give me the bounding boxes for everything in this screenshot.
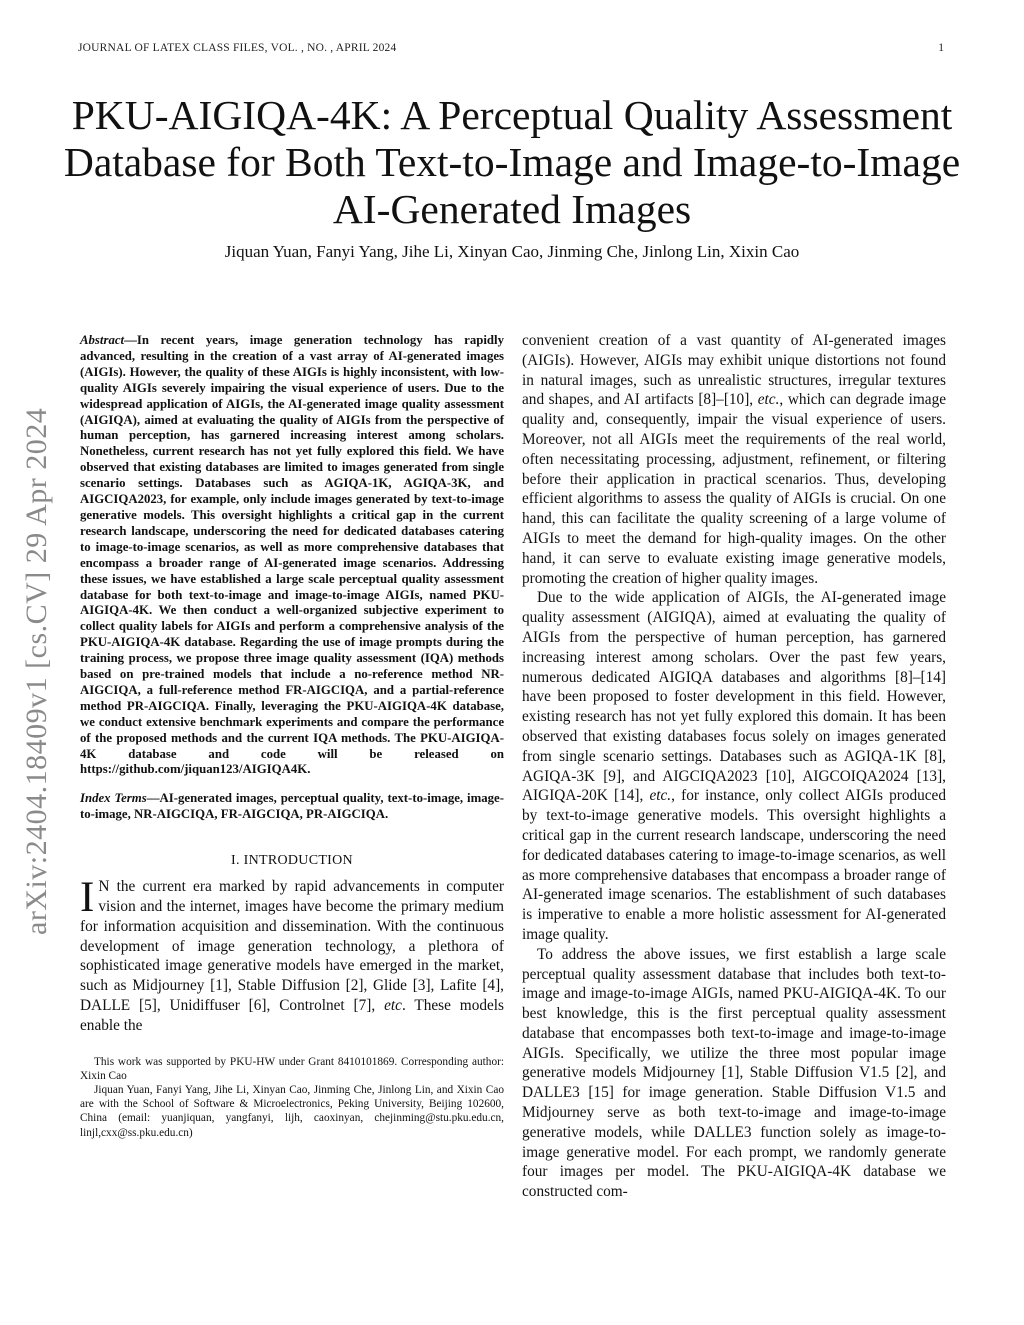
abstract-text: —In recent years, image generation technology has rapidly advanced, resulting in the creation of a vast array of AI-generated images (AIGIs). However, the quality of these AIGIs is highly inconsistent, with low-quality AIGIs severely impairing the visual experience of users. Due to the widespread application of AIGIs, the AI-generated image quality assessment (AIGIQA), aimed at evaluating the quality of AIGIs from the perspective of human perception, has garnered increasing interest among scholars. Nonetheless, current research has not yet fully explored this field. We have observed that existing databases are limited to images generated from single scenario settings. Databases such as AGIQA-1K, AGIQA-3K, and AIGCIQA2023, for example, only include images generated by text-to-image generative models. This oversight highlights a critical gap in the current research landscape, underscoring the need for dedicated databases catering to image-to-image scenarios, as well as more comprehensive databases that encompass a broader range of AI-generated image scenarios. Addressing these issues, we have established a large scale perceptual quality assessment database for both text-to-image and image-to-image AIGIs, named PKU-AIGIQA-4K. We then conduct a well-organized subjective experiment to collect quality labels for AIGIs and perform a comprehensive analysis of the PKU-AIGIQA-4K database. Regarding the use of image prompts during the training process, we propose three image quality assessment (IQA) methods based on pre-trained models that include a no-reference method NR-AIGCIQA, a full-reference method FR-AIGCIQA, and a partial-reference method PR-AIGCIQA. Finally, leveraging the PKU-AIGIQA-4K database, we conduct extensive benchmark experiments and compare the performance of the proposed methods and the current IQA methods. The PKU-AIGIQA-4K database and code will be released on https://github.com/jiquan123/AIGIQA4K. bbox=[80, 333, 504, 777]
abstract bbox=[80, 333, 504, 823]
section-heading-introduction bbox=[80, 853, 504, 869]
footnotes bbox=[80, 1055, 504, 1140]
paragraph-1-text-a: convenient creation of a vast quantity of AI-generated images (AIGIs). However, AIGIs may exhibit unique distortions not found in natural images, such as unrealistic structures, irregular textures and shapes, and AI artifacts [8]–[10], bbox=[522, 332, 946, 409]
intro-text: N the current era marked by rapid advancements in computer vision and the internet, images have become the primary medium for information acquisition and dissemination. With the continuous development of image generation technology, a plethora of sophisticated image generative models have emerged in the market, such as Midjourney [1], Stable Diffusion [2], Glide [3], Lafite [4], DALLE [5], Unidiffuser [6], Controlnet [7], bbox=[80, 878, 504, 1014]
page-number: 1 bbox=[938, 42, 944, 54]
paragraph-2-text-a: Due to the wide application of AIGIs, the AI-generated image quality assessment (AIGIQA), aimed at evaluating the quality of AIGIs from the perspective of human perception, has garnered increasing interest among scholars. Over the past few years, numerous dedicated AIGIQA databases and algorithms [8]–[14] have been proposed to foster development in this field. However, existing research has not yet fully explored this domain. It has been observed that existing databases focus solely on images generated from single scenario settings. Databases such as AGIQA-1K [8], AGIQA-3K [9], and AIGCIQA2023 [10], AIGCOIQA2024 [13], AIGIQA-20K [14], bbox=[522, 589, 946, 805]
left-column bbox=[80, 333, 504, 1140]
right-column bbox=[522, 331, 946, 1202]
index-terms-label: Index Terms bbox=[80, 791, 147, 806]
body-paragraph-3: To address the above issues, we first establish a large scale perceptual quality assessment database that includes both text-to-image and image-to-image AIGIs, named PKU-AIGIQA-4K. To our best knowledge, this is the first perceptual quality assessment database that encompasses both text-to-image and image-to-image AIGIs. Specifically, we utilize the three most popular image generative models Midjourney [1], Stable Diffusion V1.5 [2], and DALLE3 [15] for image generation. Stable Diffusion V1.5 and Midjourney serve as both text-to-image and image-to-image generative models, while DALLE3 function solely as image-to-image generative model. For each prompt, we randomly generate four images per model. The PKU-AIGIQA-4K database we constructed com- bbox=[522, 945, 946, 1201]
introduction-body bbox=[80, 874, 504, 1035]
section-number: I. bbox=[231, 853, 240, 869]
intro-etc: etc bbox=[384, 996, 402, 1014]
section-title: NTRODUCTION bbox=[248, 853, 353, 869]
affiliation-footnote: Jiquan Yuan, Fanyi Yang, Jihe Li, Xinyan Cao, Jinming Che, Jinlong Lin, and Xixin Cao are with the School of Software & Microelectronics, Peking University, Beijing 102600, China (email: yuanjiquan, yangfanyi, lijh, caoxinyan, chejinming@stu.pku.edu.cn, linjl,cxx@ss.pku.edu.cn) bbox=[80, 1083, 504, 1139]
author-list: Jiquan Yuan, Fanyi Yang, Jihe Li, Xinyan Cao, Jinming Che, Jinlong Lin, Xixin Cao bbox=[224, 242, 800, 261]
body-paragraph-1 bbox=[522, 331, 946, 588]
body-paragraph-2 bbox=[522, 588, 946, 944]
intro-tail: . These models enable the bbox=[80, 996, 504, 1034]
funding-footnote: This work was supported by PKU-HW under Grant 8410101869. Corresponding author: Xixin Cao bbox=[80, 1055, 504, 1082]
paragraph-1-etc: etc. bbox=[757, 391, 780, 409]
paragraph-2-text-b: , for instance, only collect AIGIs produced by text-to-image generative models. This oversight highlights a critical gap in the current research landscape, underscoring the need for dedicated databases catering to image-to-image scenarios, as well as more comprehensive databases that encompass a broader range of AI-generated image scenarios. The establishment of such databases is imperative to enable a more holistic assessment for AI-generated image quality. bbox=[522, 787, 946, 943]
section-initial: I bbox=[243, 853, 249, 869]
running-head: JOURNAL OF LATEX CLASS FILES, VOL. , NO. , APRIL 2024 bbox=[78, 42, 397, 54]
abstract-label: Abstract bbox=[80, 333, 125, 347]
paragraph-1-text-b: , which can degrade image quality and, consequently, impair the visual experience of users. Moreover, not all AIGIs meet the requirements of the real world, often necessitating processing, adjustment, refinement, or filtering before their application in practical scenarios. Thus, developing efficient algorithms to assess the quality of AIGIs is crucial. On one hand, this can facilitate the quality screening of a large volume of AIGIs to meet the demand for high-quality images. On the other hand, it can serve to evaluate existing image generative models, promoting the creation of higher quality images. bbox=[522, 391, 947, 587]
arxiv-identifier: arXiv:2404.18409v1 [cs.CV] 29 Apr 2024 bbox=[20, 407, 53, 935]
paper-title: PKU-AIGIQA-4K: A Perceptual Quality Assessment Database for Both Text-to-Image and Image-to-Image AI-Generated Images bbox=[63, 92, 961, 232]
drop-cap: I bbox=[80, 874, 95, 922]
index-terms-text: —AI-generated images, perceptual quality, text-to-image, image-to-image, NR-AIGCIQA, FR-AIGCIQA, PR-AIGCIQA. bbox=[80, 791, 504, 822]
paragraph-2-etc: etc. bbox=[649, 787, 672, 805]
